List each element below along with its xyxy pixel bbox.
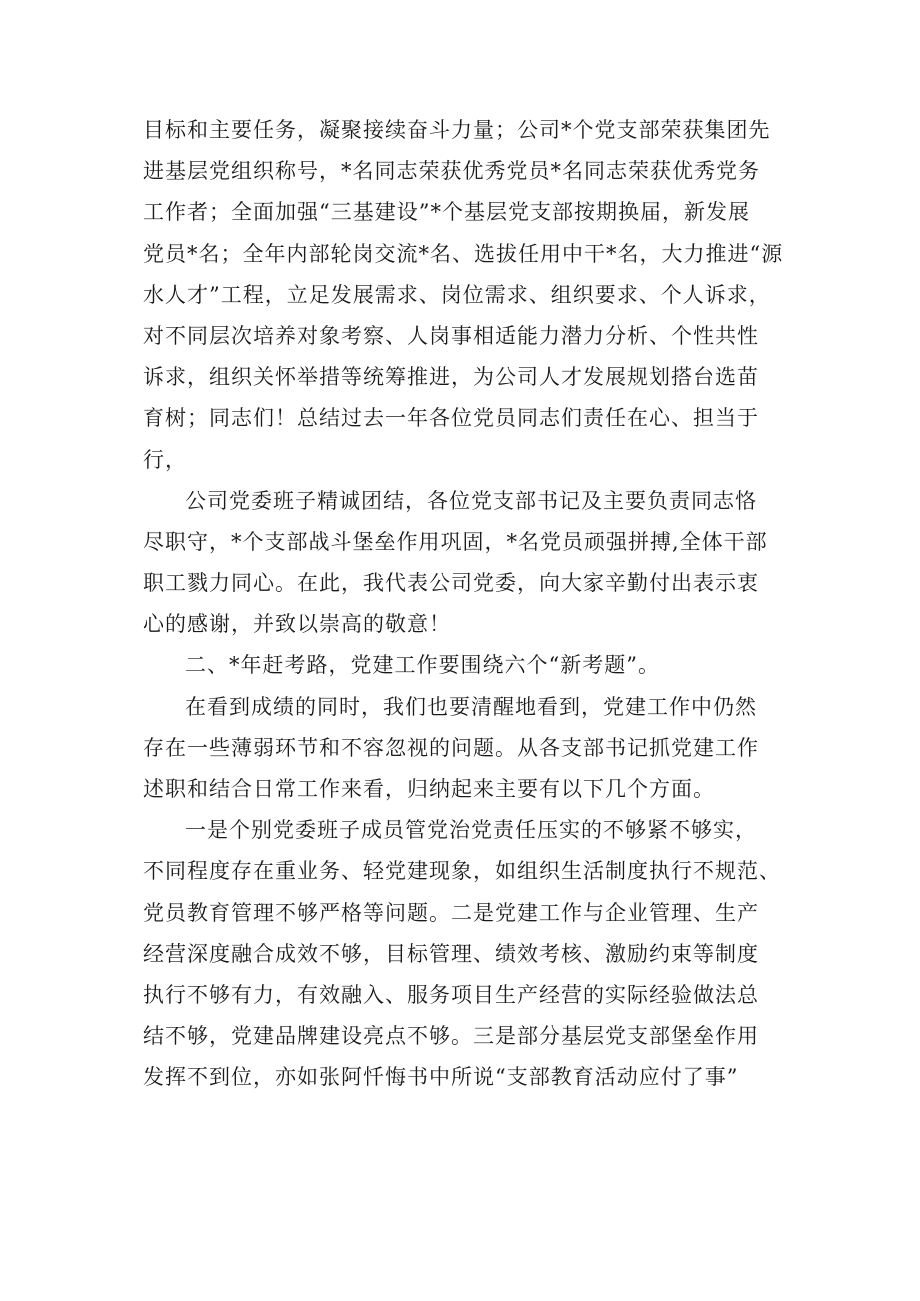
text-line: 工作者；全面加强“三基建设”*个基层党支部按期换届，新发展 [143,200,750,225]
body-text [143,110,803,1099]
text-line: 述职和结合日常工作来看，归纳起来主要有以下几个方面。 [143,777,715,801]
section-heading: 二、*年赶考路，党建工作要围绕六个“新考题”。 [185,653,660,678]
text-line: 对不同层次培养对象考察、人岗事相适能力潜力分析、个性共性 [143,323,759,348]
text-line: 职工戮力同心。在此，我代表公司党委，向大家辛勤付出表示衷 [143,571,759,596]
text-line: 尽职守，*个支部战斗堡垒作用巩固，*名党员顽强拼搏,全体干部 [143,529,768,554]
text-line: 党员*名；全年内部轮岗交流*名、选拔任用中干*名，大力推进“源 [143,241,784,266]
text-line: 行， [143,447,187,472]
text-line: 执行不够有力，有效融入、服务项目生产经营的实际经验做法总 [143,982,759,1007]
text-line: 存在一些薄弱环节和不容忽视的问题。从各支部书记抓党建工作 [143,735,759,760]
text-line: 结不够，党建品牌建设亮点不够。三是部分基层党支部堡垒作用 [143,1024,759,1049]
paragraph-start-line: 在看到成绩的同时，我们也要清醒地看到，党建工作中仍然 [185,694,757,719]
paragraph-start-line: 公司党委班子精诚团结，各位党支部书记及主要负责同志恪 [185,488,757,513]
text-line: 水人才”工程，立足发展需求、岗位需求、组织要求、个人诉求， [143,282,771,307]
text-line: 经营深度融合成效不够，目标管理、绩效考核、激励约束等制度 [143,941,759,966]
text-line: 目标和主要任务，凝聚接续奋斗力量；公司*个党支部荣获集团先 [143,118,771,142]
text-line: 诉求，组织关怀举措等统筹推进，为公司人才发展规划搭台选苗 [143,365,759,390]
text-line: 党员教育管理不够严格等问题。二是党建工作与企业管理、生产 [143,900,759,925]
text-line: 心的感谢，并致以崇高的敬意！ [143,612,451,637]
text-line: 发挥不到位，亦如张阿忏悔书中所说“支部教育活动应付了事” [143,1065,739,1090]
text-line: 育树；同志们！总结过去一年各位党员同志们责任在心、担当于 [143,406,759,431]
text-line: 进基层党组织称号，*名同志荣获优秀党员*名同志荣获优秀党务 [143,159,760,184]
text-line: 不同程度存在重业务、轻党建现象，如组织生活制度执行不规范、 [143,859,781,884]
paragraph-start-line: 一是个别党委班子成员管党治党责任压实的不够紧不够实， [185,818,757,843]
